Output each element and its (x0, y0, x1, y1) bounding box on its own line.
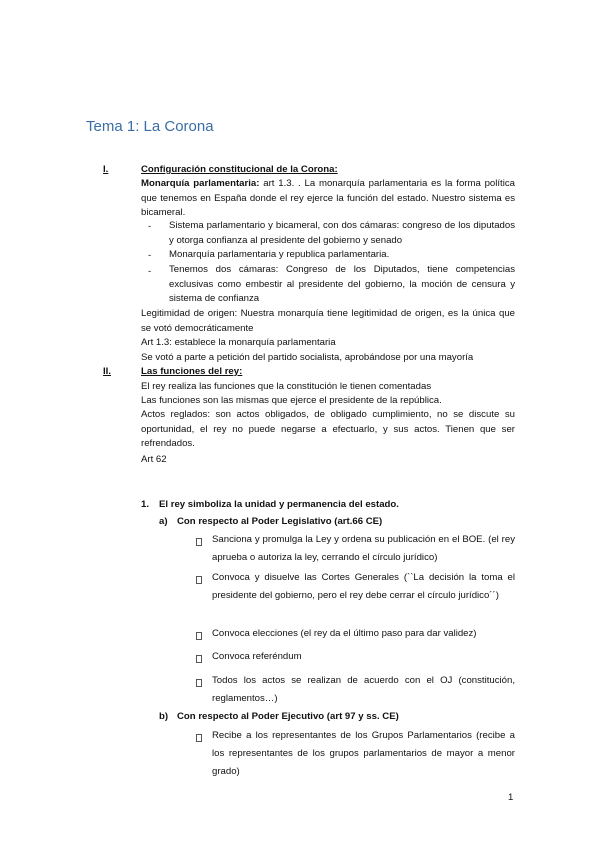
section-1-heading: Configuración constitucional de la Corona: (141, 164, 338, 175)
dash-item-2: Monarquía parlamentaria y republica parlamentaria. (169, 249, 390, 260)
bullet-icon (196, 538, 202, 546)
page-title: Tema 1: La Corona (86, 118, 214, 135)
bullet-icon (196, 679, 202, 687)
bullet-icon (196, 632, 202, 640)
section-2-number: II. (103, 366, 111, 377)
funciones-line-1: El rey realiza las funciones que la constitución le tienen comentadas (141, 381, 432, 392)
bullet-icon (196, 576, 202, 584)
legislativo-bullet-4: Convoca referéndum (212, 651, 302, 662)
page-number: 1 (508, 792, 514, 803)
list-item-1-text: El rey simboliza la unidad y permanencia del estado. (159, 499, 399, 510)
dash-marker: - (148, 266, 152, 277)
funciones-line-2: Las funciones son las mismas que ejerce el presidente de la república. (141, 395, 442, 406)
monarquia-paragraph (141, 177, 515, 221)
dash-marker: - (148, 221, 152, 232)
dash-item-1: Sistema parlamentario y bicameral, con dos cámaras: congreso de los diputados y otorga confianza al presidente del gobierno y senado (169, 220, 515, 246)
actos-reglados-paragraph: Actos reglados: son actos obligados, de obligado cumplimiento, no se discute su oportunidad, el rey no puede negarse a efectuarlo, y sus actos. Tienen que ser refrendados. (141, 409, 515, 450)
monarquia-label: Monarquía parlamentaria: (141, 178, 260, 189)
sublist-a-text: Con respecto al Poder Legislativo (art.66 CE) (177, 516, 383, 527)
bullet-icon (196, 655, 202, 663)
sublist-a-label: a) (159, 516, 168, 527)
legislativo-bullet-2: Convoca y disuelve las Cortes Generales (``La decisión la toma el presidente del gobierno, pero el rey debe cerrar el círculo jurídico´´) (212, 572, 515, 601)
legitimidad-paragraph: Legitimidad de origen: Nuestra monarquía tiene legitimidad de origen, es la única que se votó democráticamente (141, 308, 515, 334)
legislativo-bullet-5: Todos los actos se realizan de acuerdo con el OJ (constitución, reglamentos…) (212, 675, 515, 704)
section-2-heading: Las funciones del rey: (141, 366, 243, 377)
art-1-3-line: Art 1.3: establece la monarquía parlamentaria (141, 337, 336, 348)
list-item-1-number: 1. (141, 499, 150, 510)
sublist-b-label: b) (159, 711, 169, 722)
art-62-line: Art 62 (141, 454, 167, 465)
dash-marker: - (148, 250, 152, 261)
ejecutivo-bullet-1: Recibe a los representantes de los Grupos Parlamentarios (recibe a los representantes de los grupos parlamentarios de mayor a menor grado) (212, 730, 515, 777)
monarquia-text: art 1.3. . La monarquía parlamentaria es la forma política que tenemos en España donde el rey ejerce la función del estado. Nuestro sistema es bicameral. (141, 178, 515, 219)
bullet-icon (196, 734, 202, 742)
dash-item-3: Tenemos dos cámaras: Congreso de los Diputados, tiene competencias exclusivas como embestir al presidente del gobierno, la moción de censura y sistema de confianza (169, 264, 515, 305)
voto-line: Se votó a parte a petición del partido socialista, aprobándose por una mayoría (141, 352, 474, 363)
section-1-number: I. (103, 164, 109, 175)
legislativo-bullet-1: Sanciona y promulga la Ley y ordena su publicación en el BOE. (el rey aprueba o autoriza la ley, cerrando el círculo jurídico) (212, 534, 515, 563)
sublist-b-text: Con respecto al Poder Ejecutivo (art 97 y ss. CE) (177, 711, 399, 722)
legislativo-bullet-3: Convoca elecciones (el rey da el último paso para dar validez) (212, 628, 477, 639)
